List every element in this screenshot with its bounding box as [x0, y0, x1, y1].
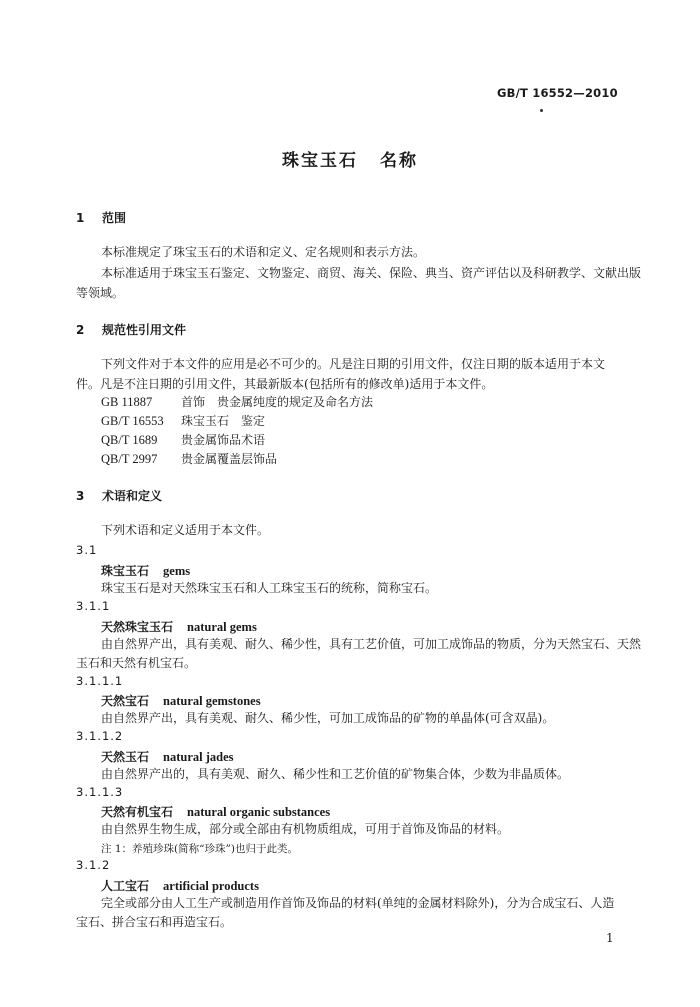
- term-definition-line-1: 完全或部分由人工生产或制造用作首饰及饰品的材料(单纯的金属材料除外)，分为合成宝石、人造: [101, 896, 615, 910]
- page-number: 1: [606, 931, 614, 945]
- term-zh: 珠宝玉石: [101, 564, 150, 578]
- clause-number: 3.1.1: [76, 599, 111, 613]
- term-en: natural gems: [187, 620, 257, 634]
- clause-number: 3.1: [76, 543, 98, 557]
- title-part-2: 名称: [380, 151, 418, 171]
- term-zh: 天然宝石: [101, 694, 150, 708]
- reference-title: 首饰 贵金属纯度的规定及命名方法: [181, 395, 374, 409]
- term-heading: [101, 562, 190, 579]
- reference-title: 贵金属饰品术语: [181, 433, 266, 447]
- section-2-heading: [76, 321, 186, 338]
- term-en: artificial products: [163, 879, 259, 893]
- term-definition: 珠宝玉石是对天然珠宝玉石和人工珠宝玉石的统称，简称宝石。: [101, 581, 438, 595]
- section-3-heading: [76, 487, 162, 504]
- term-heading: [101, 748, 234, 765]
- clause-number: 3.1.2: [76, 858, 111, 872]
- section-number: 3: [76, 489, 85, 503]
- term-zh: 天然玉石: [101, 750, 150, 764]
- term-definition-line-2: 宝石、拼合宝石和再造宝石。: [76, 915, 233, 929]
- page-title: [0, 146, 700, 171]
- s2-intro-line-1: 下列文件对于本文件的应用是必不可少的。凡是注日期的引用文件，仅注日期的版本适用于本文: [101, 357, 606, 371]
- section-number: 2: [76, 323, 85, 337]
- term-heading: [101, 618, 257, 635]
- reference-item: [101, 394, 373, 411]
- section-number: 1: [76, 211, 85, 225]
- section-title: 术语和定义: [102, 489, 163, 503]
- term-en: gems: [163, 564, 191, 578]
- term-definition-line-1: 由自然界产出，具有美观、耐久、稀少性，具有工艺价值，可加工成饰品的物质，分为天然宝石、天然: [101, 637, 642, 651]
- s2-intro-line-2: 件。凡是不注日期的引用文件，其最新版本(包括所有的修改单)适用于本文件。: [76, 377, 494, 391]
- scan-speck: [540, 109, 543, 112]
- s1-para-1: 本标准规定了珠宝玉石的术语和定义、定名规则和表示方法。: [101, 245, 426, 259]
- term-heading: [101, 692, 261, 709]
- reference-code: QB/T 1689: [101, 433, 158, 447]
- clause-number: 3.1.1.3: [76, 785, 124, 799]
- term-heading: [101, 803, 330, 820]
- title-part-1: 珠宝玉石: [282, 151, 358, 171]
- term-en: natural organic substances: [187, 805, 331, 819]
- term-zh: 天然珠宝玉石: [101, 620, 174, 634]
- section-title: 范围: [102, 211, 127, 225]
- reference-item: [101, 432, 265, 449]
- term-en: natural jades: [163, 750, 234, 764]
- term-definition-line-2: 玉石和天然有机宝石。: [76, 656, 197, 670]
- section-1-heading: [76, 209, 126, 226]
- term-zh: 人工宝石: [101, 879, 150, 893]
- term-zh: 天然有机宝石: [101, 805, 174, 819]
- reference-item: [101, 451, 277, 468]
- clause-number: 3.1.1.2: [76, 729, 124, 743]
- s1-para-2-line-1: 本标准适用于珠宝玉石鉴定、文物鉴定、商贸、海关、保险、典当、资产评估以及科研教学、文献出版: [101, 266, 642, 280]
- reference-title: 珠宝玉石 鉴定: [181, 414, 266, 428]
- standard-number: GB/T 16552—2010: [497, 86, 618, 100]
- term-definition: 由自然界产出，具有美观、耐久、稀少性，可加工成饰品的矿物的单晶体(可含双晶)。: [101, 711, 555, 725]
- term-definition: 由自然界生物生成，部分或全部由有机物质组成，可用于首饰及饰品的材料。: [101, 822, 510, 836]
- reference-code: QB/T 2997: [101, 452, 158, 466]
- reference-title: 贵金属覆盖层饰品: [181, 452, 278, 466]
- reference-item: [101, 413, 265, 430]
- section-title: 规范性引用文件: [102, 323, 187, 337]
- reference-code: GB 11887: [101, 395, 153, 409]
- term-definition: 由自然界产出的，具有美观、耐久、稀少性和工艺价值的矿物集合体，少数为非晶质体。: [101, 767, 570, 781]
- s1-para-2-line-2: 等领域。: [76, 286, 125, 300]
- term-heading: [101, 877, 259, 894]
- term-en: natural gemstones: [163, 694, 261, 708]
- reference-code: GB/T 16553: [101, 414, 164, 428]
- clause-number: 3.1.1.1: [76, 674, 124, 688]
- term-note: 注 1：养殖珍珠(简称“珍珠”)也归于此类。: [101, 843, 298, 855]
- s3-intro: 下列术语和定义适用于本文件。: [101, 523, 270, 537]
